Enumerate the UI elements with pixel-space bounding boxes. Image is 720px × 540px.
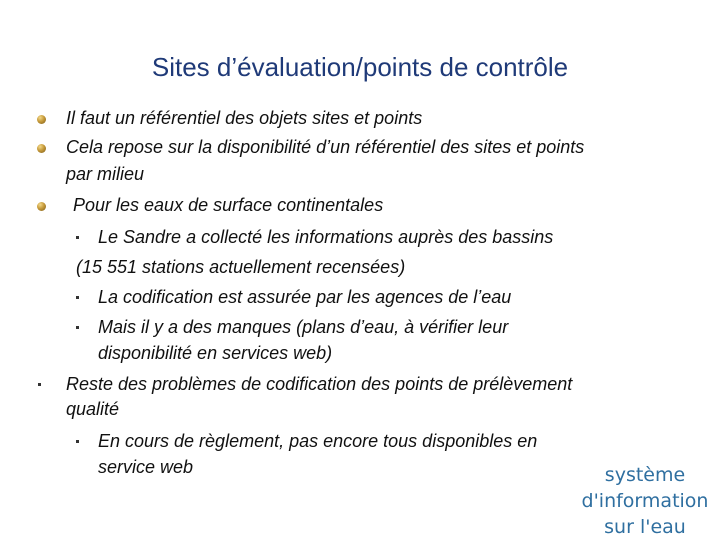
bullet-ball-icon xyxy=(37,144,46,153)
bullet-ball-icon xyxy=(37,202,46,211)
sub-bullet-square-icon xyxy=(76,236,79,239)
bullet-text-continuation: qualité xyxy=(66,399,120,419)
sub-bullet-text-continuation: service web xyxy=(98,457,194,477)
sub-bullet-square-icon xyxy=(76,296,79,299)
sub-bullet-text: La codification est assurée par les agences de l’eau xyxy=(98,287,512,307)
logo-line: sur l'eau xyxy=(604,516,686,538)
bullet-text: Il faut un référentiel des objets sites et points xyxy=(66,108,423,128)
sub-bullet-text-continuation: disponibilité en services web) xyxy=(98,343,333,363)
sie-logo xyxy=(580,462,710,540)
sub-bullet-text: En cours de règlement, pas encore tous disponibles en xyxy=(98,431,538,451)
bullet-text-continuation: par milieu xyxy=(66,164,145,184)
bullet-text: Cela repose sur la disponibilité d’un référentiel des sites et points xyxy=(66,137,585,157)
bullet-text: Reste des problèmes de codification des points de prélèvement xyxy=(66,374,573,394)
slide-title: Sites d’évaluation/points de contrôle xyxy=(151,52,569,82)
sub-bullet-text: Le Sandre a collecté les informations auprès des bassins xyxy=(98,227,554,247)
logo-line: système xyxy=(604,464,686,486)
sub-bullet-square-icon xyxy=(76,326,79,329)
bullet-square-icon xyxy=(38,383,41,386)
logo-line: d'information xyxy=(581,490,709,512)
sub-bullet-square-icon xyxy=(76,440,79,443)
bullet-ball-icon xyxy=(37,115,46,124)
sub-bullet-text: Mais il y a des manques (plans d’eau, à vérifier leur xyxy=(98,317,509,337)
bullet-text-continuation: (15 551 stations actuellement recensées) xyxy=(76,257,406,277)
bullet-text: Pour les eaux de surface continentales xyxy=(73,195,384,215)
